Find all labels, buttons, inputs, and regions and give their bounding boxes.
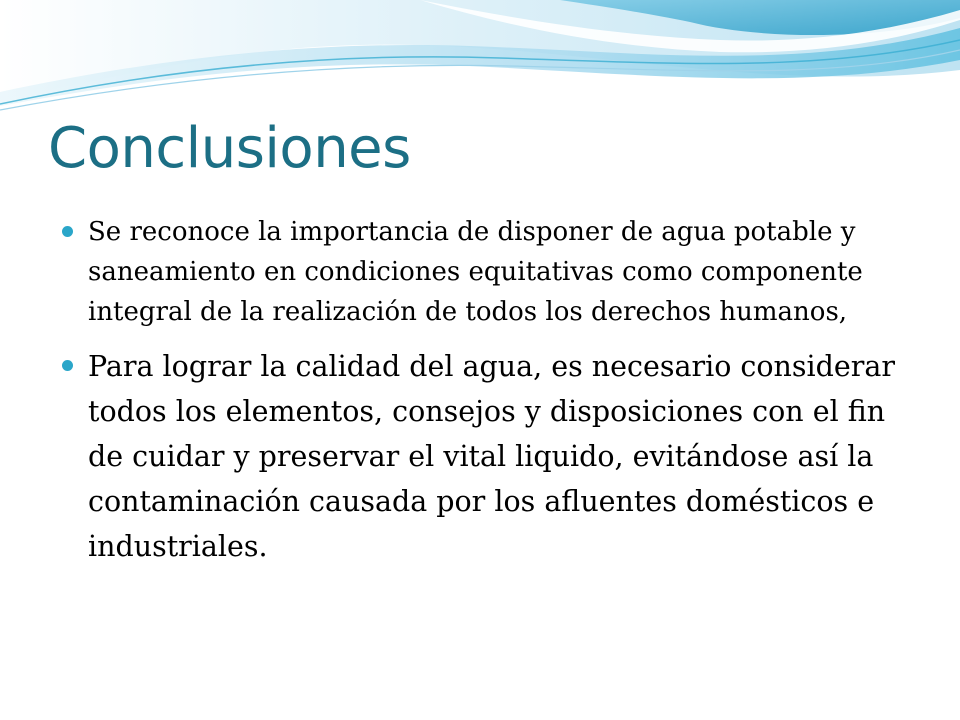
bullet-dot-icon: [62, 226, 73, 237]
bullet-item: [62, 344, 922, 569]
slide-title: Conclusiones: [48, 116, 411, 181]
bullet-list: [62, 212, 922, 569]
bullet-text: Para lograr la calidad del agua, es necesario considerar todos los elementos, consejos y disposiciones con el fin de cuidar y preservar el vital liquido, evitándose así la contaminación causada por los afluentes domésticos e industriales.: [88, 350, 895, 563]
bullet-item: [62, 212, 922, 332]
bullet-dot-icon: [62, 360, 73, 371]
decorative-wave-header: [0, 0, 960, 130]
bullet-text: Se reconoce la importancia de disponer de agua potable y saneamiento en condiciones equitativas como componente integral de la realización de todos los derechos humanos,: [88, 217, 863, 327]
